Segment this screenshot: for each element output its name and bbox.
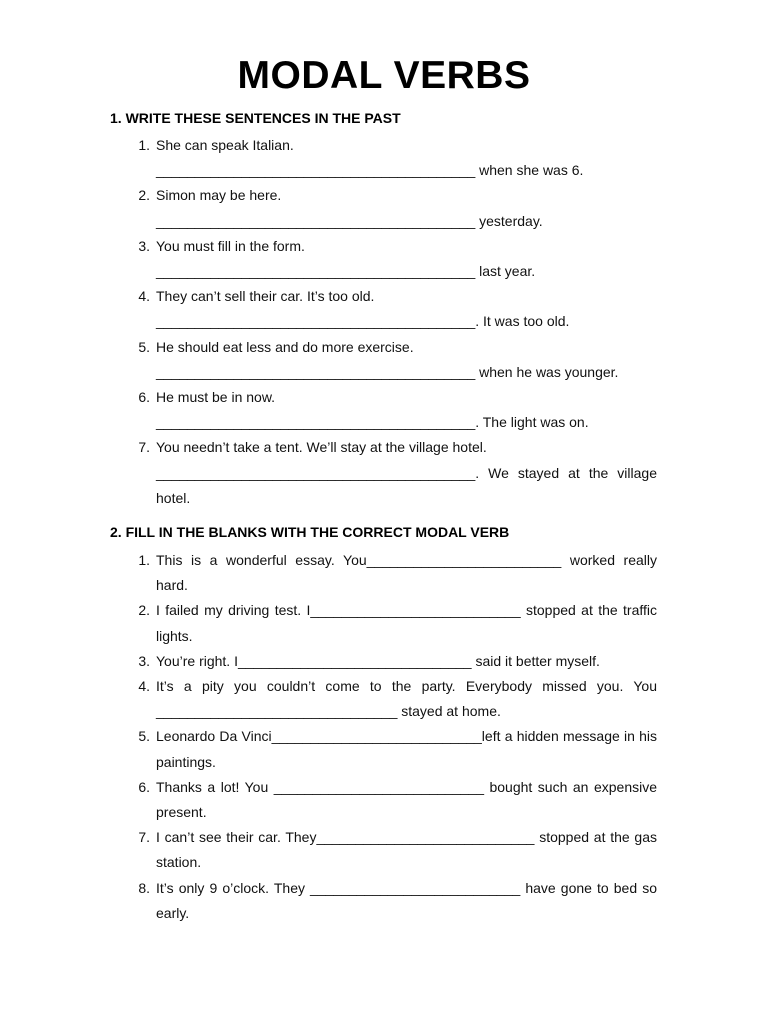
item-number: 5. [138,338,150,355]
section1-item [110,234,657,284]
item-answer-line: _________________________________________. The light was on. [156,414,589,431]
item-answer-line: _________________________________________ yesterday. [156,212,543,229]
item-number: 6. [138,389,150,406]
item-number: 8. [138,879,150,896]
section1-item [110,335,657,385]
item-sentence: He should eat less and do more exercise. [156,338,414,355]
item-sentence: Simon may be here. [156,187,282,204]
section2-item [110,598,657,648]
item-answer-line: _________________________________________ when she was 6. [156,162,584,179]
item-text: You’re right. I______________________________ said it better myself. [156,652,600,669]
section2-item [110,548,657,598]
item-number: 5. [138,728,150,745]
item-answer-line: _________________________________________ when he was younger. [156,363,619,380]
item-number: 4. [138,678,150,695]
section2-item [110,649,657,674]
page-title: MODAL VERBS [237,54,531,97]
item-sentence: She can speak Italian. [156,137,294,153]
section2-item [110,674,657,724]
section1-list [110,133,657,511]
item-number: 6. [138,778,150,795]
item-text: It’s a pity you couldn’t come to the party. Everybody missed you. You _______________________________ stayed at home. [156,678,657,720]
item-number: 1. [138,552,150,568]
section2-item [110,825,657,875]
item-text: I failed my driving test. I___________________________ stopped at the traffic lights. [156,602,657,644]
item-sentence: He must be in now. [156,389,276,406]
section1-item [110,284,657,334]
item-number: 1. [138,137,150,153]
section1-item [110,435,657,511]
section2-item [110,876,657,926]
item-sentence: They can’t sell their car. It’s too old. [156,288,375,305]
item-sentence: You must fill in the form. [156,237,305,254]
item-answer-line: _________________________________________. We stayed at the village hotel. [156,464,657,506]
item-number: 3. [138,237,150,254]
item-text: This is a wonderful essay. You_________________________ worked really hard. [156,552,657,594]
section1-item [110,385,657,435]
section1-item [110,133,657,183]
item-answer-line: _________________________________________. It was too old. [156,313,570,330]
item-text: Thanks a lot! You ___________________________ bought such an expensive present. [156,778,657,821]
section2-item [110,724,657,774]
item-text: I can’t see their car. They____________________________ stopped at the gas station. [156,829,657,871]
item-number: 4. [138,288,150,305]
item-sentence: You needn’t take a tent. We’ll stay at the village hotel. [156,439,487,456]
item-number: 7. [138,439,150,456]
item-text: It’s only 9 o’clock. They ___________________________ have gone to bed so early. [156,879,657,921]
section1-heading: 1. WRITE THESE SENTENCES IN THE PAST [110,110,401,126]
item-text: Leonardo Da Vinci___________________________left a hidden message in his paintings. [156,728,657,770]
section2-item [110,775,657,825]
item-number: 3. [138,652,150,669]
section1-item [110,183,657,233]
section2-list [110,548,657,926]
item-answer-line: _________________________________________ last year. [156,263,536,280]
item-number: 2. [138,187,150,204]
item-number: 2. [138,602,150,619]
item-number: 7. [138,829,150,846]
section2-heading: 2. FILL IN THE BLANKS WITH THE CORRECT MODAL VERB [110,524,510,540]
